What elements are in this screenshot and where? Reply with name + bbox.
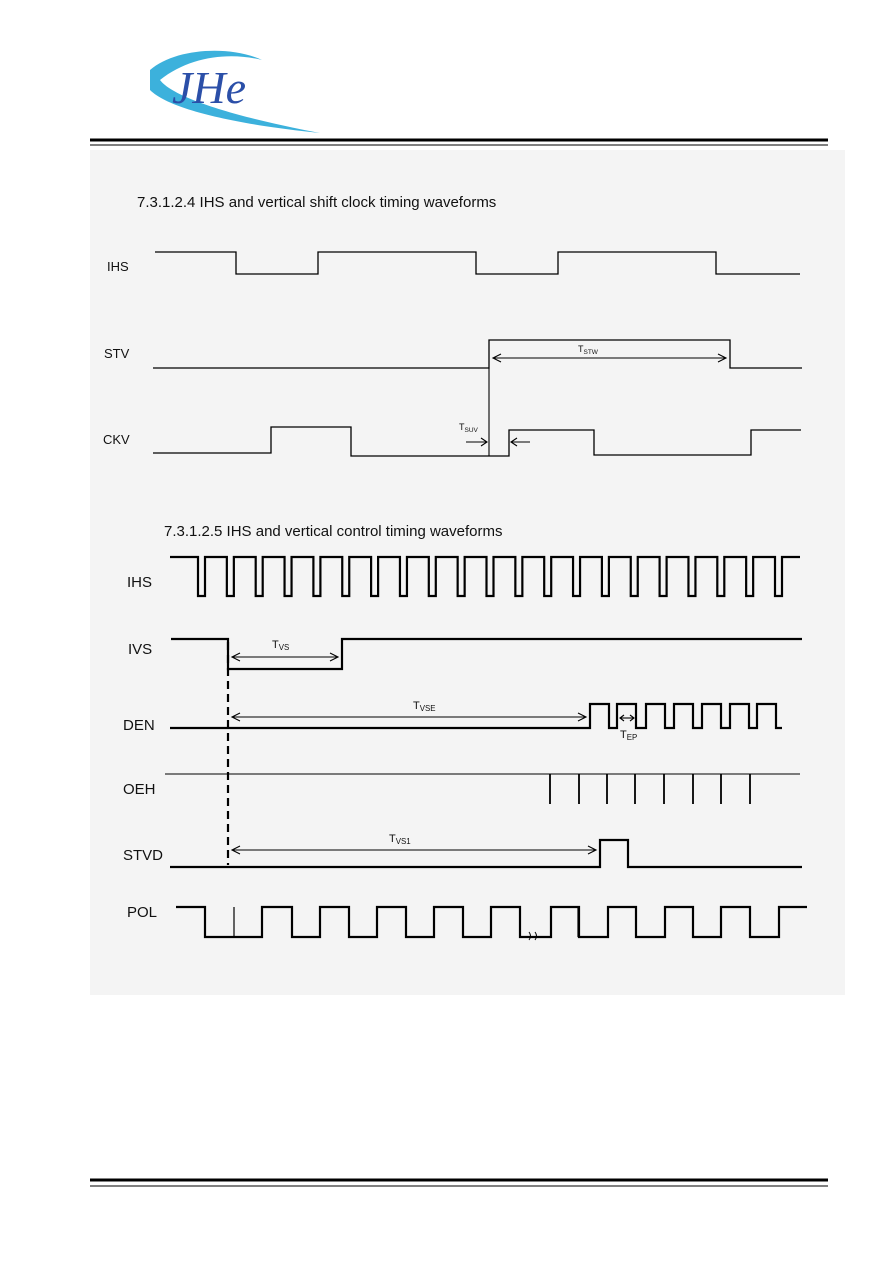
s1-ihs-label: IHS (107, 259, 129, 274)
s2-pol-label: POL (127, 904, 158, 921)
section2-title: 7.3.1.2.5 IHS and vertical control timing waveforms (164, 523, 503, 540)
s2-tep-label: TEP (620, 729, 638, 742)
s2-tvs1-label: TVS1 (389, 833, 411, 846)
logo-text: JHe (172, 62, 247, 113)
s1-stv-label: STV (104, 346, 130, 361)
diagram-panel (90, 150, 845, 995)
s2-stvd-label: STVD (123, 847, 164, 864)
s2-ivs-label: IVS (128, 641, 153, 658)
s2-tvse-label: TVSE (413, 700, 436, 713)
s2-oeh-label: OEH (123, 781, 156, 798)
company-logo (150, 51, 320, 133)
s2-ihs-label: IHS (127, 574, 153, 591)
s2-tvs-label: TVS (272, 639, 290, 652)
s1-tstw-label: $T_{STW}$ (578, 344, 598, 356)
s1-tsuv-label: $T_{SUV}$ (459, 422, 478, 434)
s2-den-label: DEN (123, 717, 155, 734)
section1-title: 7.3.1.2.4 IHS and vertical shift clock timing waveforms (137, 194, 497, 211)
s1-ckv-label: CKV (103, 432, 130, 447)
